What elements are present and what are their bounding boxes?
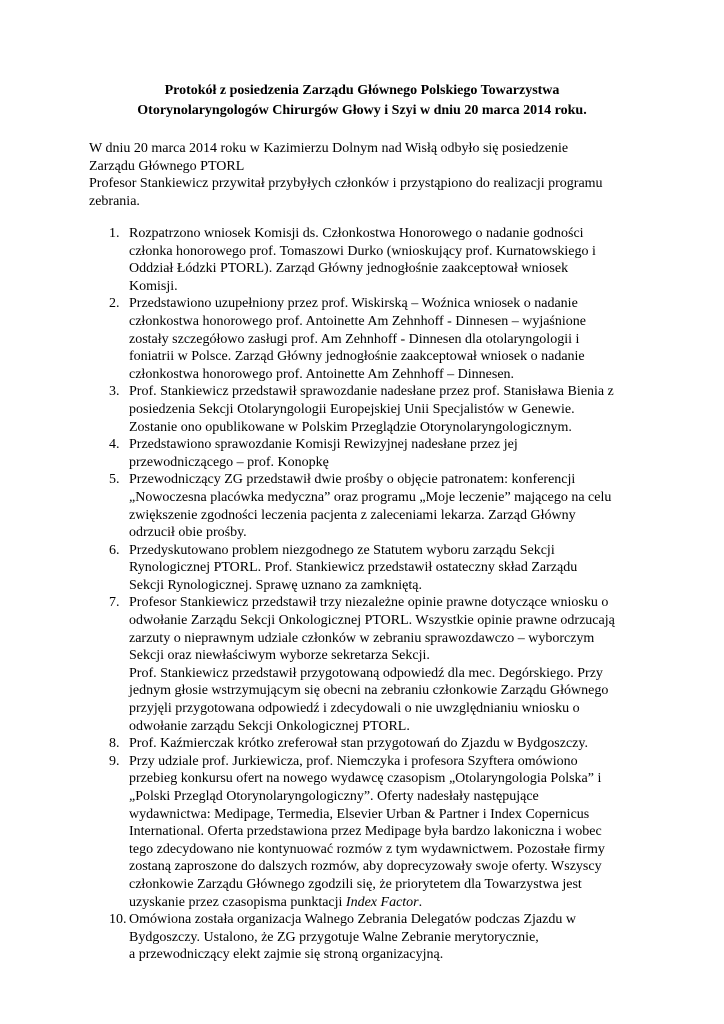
item-line: zostały szczegółowo zasługi prof. Am Zehnhoff - Dinnesen dla otolaryngologii i [129,331,580,347]
intro-line: Zarządu Głównego PTORL [89,158,245,174]
document-title-line-1: Protokół z posiedzenia Zarządu Głównego Polskiego Towarzystwa [164,83,560,98]
item-line: odwołanie zarządu Sekcji Onkologicznej PTORL. [129,718,410,734]
item-line: Prof. Kaźmierczak krótko zreferował stan przygotowań do Zjazdu w Bydgoszczy. [129,736,588,752]
document-title-line-2: Otorynolaryngologów Chirurgów Głowy i Szyi w dniu 20 marca 2014 roku. [137,103,587,118]
item-line: członkostwa honorowego prof. Antoinette Am Zehnhoff – Dinnesen. [129,366,515,382]
item-line: przebieg konkursu ofert na nowego wydawcę czasopism „Otolaryngologia Polska” i [129,771,602,787]
item-line: członka honorowego prof. Tomaszowi Durko (wnioskujący prof. Kurnatowskiego i [129,243,596,259]
item-line: wydawnictwa: Medipage, Termedia, Elsevier Urban & Partner i Index Copernicus [129,806,590,822]
item-line: Profesor Stankiewicz przedstawił trzy niezależne opinie prawne dotyczące wniosku o [129,595,609,611]
item-line: Omówiona została organizacja Walnego Zebrania Delegatów podczas Zjazdu w [129,912,576,928]
item-line: przewodniczącego – prof. Konopkę [129,454,329,470]
agenda-list [89,225,649,964]
item-line: International. Oferta przedstawiona przez Medipage była bardzo lakoniczna i wobec [129,824,602,840]
list-item [89,911,649,964]
item-line: Bydgoszczy. Ustalono, że ZG przygotuje Walne Zebranie merytorycznie, [129,929,539,945]
list-item [89,594,649,735]
item-line: odwołanie Zarządu Sekcji Onkologicznej PTORL. Wszystkie opinie prawne odrzucają [129,613,615,629]
item-line: foniatrii w Polsce. Zarząd Główny jednogłośnie zaakceptował wniosek o nadanie [129,349,585,365]
item-line-text: . [418,894,423,910]
item-line: zwiększenie zgodności leczenia pacjenta z zaleceniami lekarza. Zarząd Główny [129,507,576,523]
item-number: 10. [109,912,127,928]
list-item [89,471,649,541]
item-number: 6. [109,542,120,558]
intro-paragraph [89,140,649,210]
item-line-text: uzyskanie przez czasopisma punktacji [129,894,346,910]
item-line: Przedstawiono sprawozdanie Komisji Rewizyjnej nadesłane przez jej [129,437,518,453]
item-line: przyjęli przygotowana odpowiedź i zdecydowali o nie uwzględnianiu wniosku o [129,701,580,717]
item-line: Rynologicznej PTORL. Prof. Stankiewicz przedstawił ostateczny skład Zarządu [129,560,578,576]
list-item [89,225,649,295]
item-line: Rozpatrzono wniosek Komisji ds. Członkostwa Honorowego o nadanie godności [129,226,584,241]
item-number: 7. [109,595,120,611]
item-number: 1. [109,226,120,241]
item-number: 9. [109,753,120,769]
item-line: Prof. Stankiewicz przedstawił przygotowaną odpowiedź dla mec. Degórskiego. Przy [129,665,603,681]
item-line: Przedstawiono uzupełniony przez prof. Wiskirską – Woźnica wniosek o nadanie [129,296,578,312]
item-line: tego zdecydowano nie kontynuować rozmów z tym wydawnictwem. Pozostałe firmy [129,841,605,857]
list-item [89,735,649,753]
item-line: „Polski Przegląd Otorynolaryngologiczny”. Oferty nadesłały następujące [129,789,539,804]
item-line: Oddział Łódzki PTORL). Zarząd Główny jednogłośnie zaakceptował wniosek [129,261,569,277]
item-line: członkowie Zarządu Głównego zgodzili się, że priorytetem dla Towarzystwa jest [129,876,582,892]
item-line: a przewodniczący elekt zajmie się stroną organizacyjną. [129,947,444,963]
item-line: zarzuty o nieprawnym udziale członków w zebraniu sprawozdawczo – wyborczym [129,630,595,646]
intro-line: Profesor Stankiewicz przywitał przybyłych członków i przystąpiono do realizacji programu [89,176,603,192]
item-line [129,894,649,912]
item-line: odrzucił obie prośby. [129,525,247,541]
item-line: Przewodniczący ZG przedstawił dwie prośby o objęcie patronatem: konferencji [129,472,576,488]
item-number: 4. [109,437,120,453]
item-line: członkostwa honorowego prof. Antoinette Am Zehnhoff - Dinnesen – wyjaśnione [129,313,586,329]
item-line: Przedyskutowano problem niezgodnego ze Statutem wyboru zarządu Sekcji [129,542,555,558]
item-number: 5. [109,472,120,488]
item-number: 2. [109,296,120,312]
intro-line: W dniu 20 marca 2014 roku w Kazimierzu Dolnym nad Wisłą odbyło się posiedzenie [89,141,569,156]
intro-line: zebrania. [89,193,140,209]
item-line: Przy udziale prof. Jurkiewicza, prof. Niemczyka i profesora Szyftera omówiono [129,753,578,769]
item-number: 3. [109,384,120,400]
item-line: posiedzenia Sekcji Otolaryngologii Europejskiej Unii Specjalistów w Genewie. [129,401,575,417]
item-line: zostaną zaproszone do dalszych rozmów, aby doprecyzowały swoje oferty. Wszyscy [129,859,602,875]
list-item [89,295,649,383]
list-item [89,436,649,471]
list-item [89,753,649,911]
item-line: Sekcji Rynologicznej. Sprawę uznano za zamkniętą. [129,577,422,593]
item-line: jednym głosie wstrzymującym się obecni na zebraniu członkowie Zarządu Głównego [129,683,609,699]
item-line-emphasis: Index Factor [345,894,419,910]
list-item [89,542,649,595]
item-line: Sekcji oraz niewłaściwym wyborze sekretarza Sekcji. [129,648,430,664]
item-line: „Nowoczesna placówka medyczna” oraz programu „Moje leczenie” mającego na celu [129,489,612,505]
item-line: Prof. Stankiewicz przedstawił sprawozdanie nadesłane przez prof. Stanisława Bienia z [129,384,614,400]
item-line: Zostanie ono opublikowane w Polskim Przeglądzie Otorynolaryngologicznym. [129,419,572,435]
item-number: 8. [109,736,120,752]
item-line: Komisji. [129,278,178,294]
list-item [89,383,649,436]
